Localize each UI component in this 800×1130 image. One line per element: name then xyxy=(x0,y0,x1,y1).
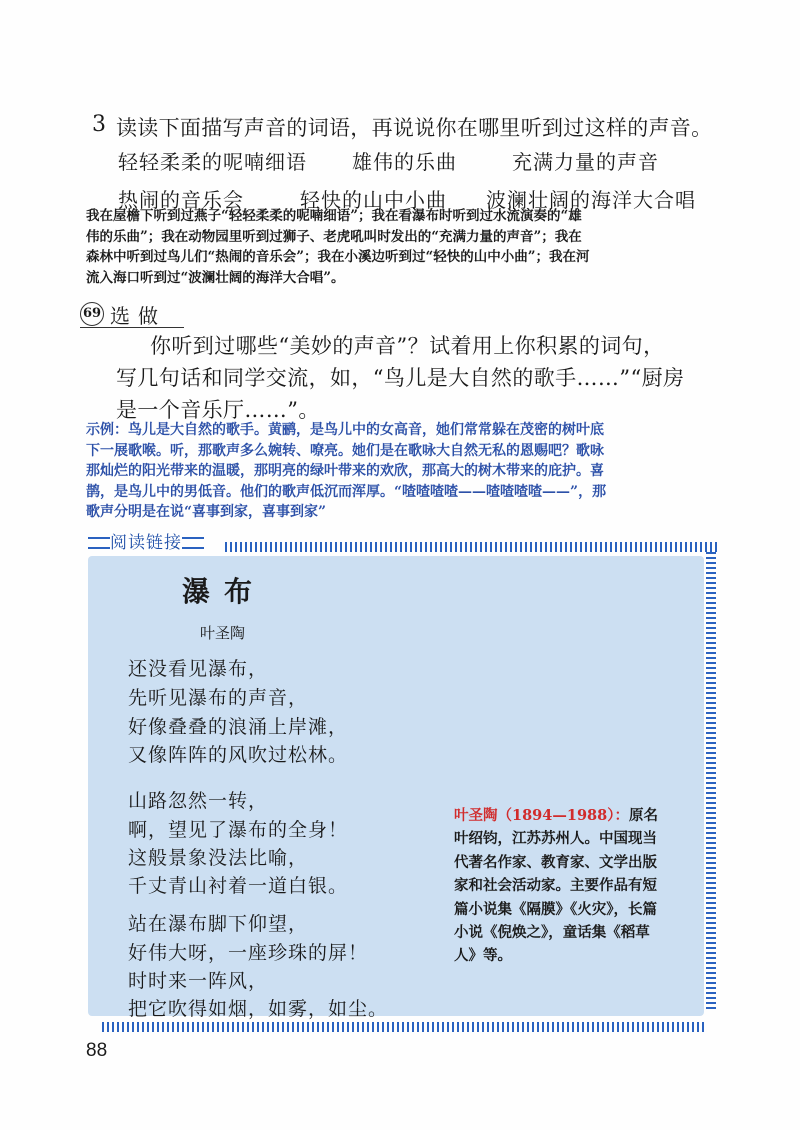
page-number: 88 xyxy=(86,1040,108,1061)
poem-line: 啊，望见了瀑布的全身！ xyxy=(128,819,349,841)
phrase: 充满力量的声音 xyxy=(512,150,659,174)
example-line: 歌声分明是在说“喜事到家，喜事到家” xyxy=(86,504,327,520)
optional-underline xyxy=(80,327,184,328)
reading-link-header xyxy=(88,528,204,553)
author-bio xyxy=(454,804,668,968)
task-line: 是一个音乐厅……”。 xyxy=(116,398,320,422)
hatch-border-right xyxy=(706,552,716,1012)
bars-icon xyxy=(182,537,204,549)
answer-line: 流入海口听到过“波澜壮阔的海洋大合唱”。 xyxy=(86,269,345,286)
phrase: 轻轻柔柔的呢喃细语 xyxy=(118,150,307,174)
phrase: 轻快的山中小曲 xyxy=(300,188,447,212)
bio-text: 原名叶绍钧，江苏苏州人。中国现当代著名作家、教育家、文学出版家和社会活动家。主要作品有短篇小说集《隔膜》《火灾》，长篇小说《倪焕之》，童话集《稻草人》等。 xyxy=(454,807,658,965)
poem-line: 先听见瀑布的声音， xyxy=(128,687,309,709)
optional-label: 选做 xyxy=(110,304,166,328)
poem-title: 瀑布 xyxy=(182,575,267,608)
phrase: 雄伟的乐曲 xyxy=(352,150,457,174)
task-line: 你听到过哪些“美妙的声音”？试着用上你积累的词句， xyxy=(150,334,665,358)
poem-line: 好伟大呀，一座珍珠的屏！ xyxy=(128,942,369,964)
example-answer xyxy=(86,420,726,523)
poem-line: 这般景象没法比喻， xyxy=(128,847,309,869)
hatch-border-top xyxy=(225,542,717,552)
poem-line: 还没看见瀑布， xyxy=(128,658,269,680)
answer-line: 伟的乐曲”；我在动物园里听到过狮子、老虎吼叫时发出的“充满力量的声音”；我在 xyxy=(86,228,582,245)
poem-line: 山路忽然一转， xyxy=(128,790,269,812)
optional-icon: 69 xyxy=(80,302,104,326)
poem-author: 叶圣陶 xyxy=(200,624,246,642)
bio-name: 叶圣陶（1894—1988）： xyxy=(454,807,629,824)
answer-line: 森林中听到过鸟儿们“热闹的音乐会”；我在小溪边听到过“轻快的山中小曲”；我在河 xyxy=(86,249,590,265)
poem-line: 站在瀑布脚下仰望， xyxy=(128,913,309,935)
example-line: 那灿烂的阳光带来的温暖，那明亮的绿叶带来的欢欣，那高大的树木带来的庇护。喜 xyxy=(86,463,604,479)
task-line: 写几句话和同学交流，如，“鸟儿是大自然的歌手……”“厨房 xyxy=(116,366,685,390)
question-number: 3 xyxy=(92,112,106,137)
phrase: 波澜壮阔的海洋大合唱 xyxy=(486,188,696,212)
example-line: 鹊，是鸟儿中的男低音。他们的歌声低沉而浑厚。“喳喳喳喳——喳喳喳喳——”，那 xyxy=(86,483,607,500)
hatch-border-bottom xyxy=(102,1022,706,1032)
handwritten-answer xyxy=(86,206,716,288)
bars-icon xyxy=(88,537,110,549)
poem-line: 时时来一阵风， xyxy=(128,970,269,992)
poem-line: 又像阵阵的风吹过松林。 xyxy=(128,744,349,766)
poem-line: 千丈青山衬着一道白银。 xyxy=(128,875,349,897)
answer-line: 我在屋檐下听到过燕子“轻轻柔柔的呢喃细语”；我在看瀑布时听到过水流演奏的“雄 xyxy=(86,208,582,224)
question-text: 读读下面描写声音的词语，再说说你在哪里听到过这样的声音。 xyxy=(116,116,713,140)
poem-line: 好像叠叠的浪涌上岸滩， xyxy=(128,716,349,738)
phrase: 热闹的音乐会 xyxy=(118,188,244,212)
reading-link-label: 阅读链接 xyxy=(110,533,182,553)
poem-line: 把它吹得如烟，如雾，如尘。 xyxy=(128,998,389,1020)
example-line: 示例：鸟儿是大自然的歌手。黄鹂，是鸟儿中的女高音，她们常常躲在茂密的树叶底 xyxy=(86,422,604,438)
example-line: 下一展歌喉。听，那歌声多么婉转、嘹亮。她们是在歌咏大自然无私的恩赐吧？歌咏 xyxy=(86,442,604,459)
